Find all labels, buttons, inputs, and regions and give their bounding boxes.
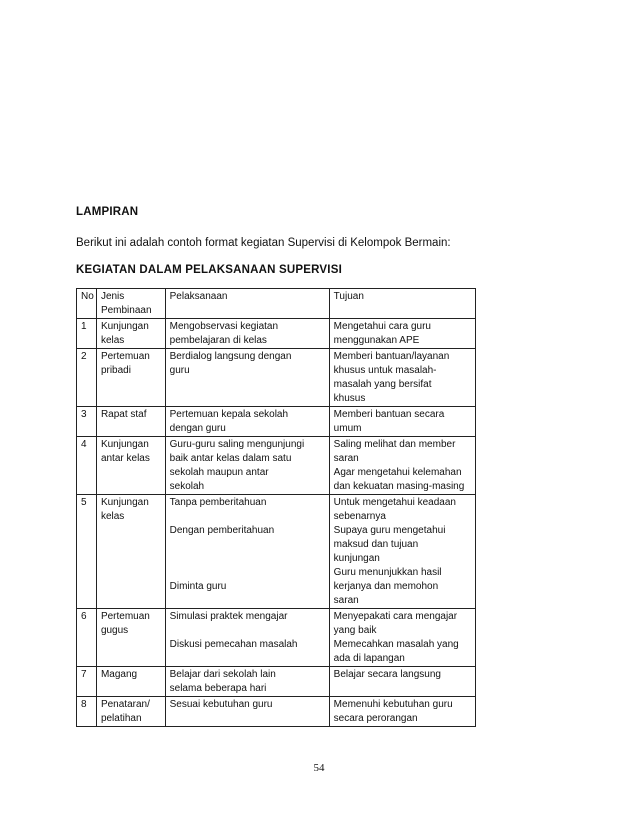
cell-pelaksanaan-line: Diskusi pemecahan masalah <box>169 639 298 650</box>
cell-jenis-line: kelas <box>100 511 125 522</box>
intro-paragraph: Berikut ini adalah contoh format kegiatan Supervisi di Kelompok Bermain: <box>76 237 451 249</box>
cell-pelaksanaan-line: sekolah <box>169 481 205 492</box>
cell-no: 8 <box>77 697 97 727</box>
cell-pelaksanaan-line: Mengobservasi kegiatan <box>169 321 279 332</box>
cell-tujuan <box>329 319 475 349</box>
cell-pelaksanaan-line: baik antar kelas dalam satu <box>169 453 292 464</box>
cell-no: 3 <box>77 407 97 437</box>
table-body <box>77 319 476 727</box>
cell-no: 7 <box>77 667 97 697</box>
cell-tujuan-line: Agar mengetahui kelemahan <box>333 467 462 478</box>
cell-tujuan-line: Memenuhi kebutuhan guru <box>333 699 453 710</box>
cell-tujuan-line: Untuk mengetahui keadaan <box>333 497 456 508</box>
cell-tujuan-line: ada di lapangan <box>333 653 405 664</box>
table-row <box>77 349 476 407</box>
cell-jenis <box>96 609 165 667</box>
cell-tujuan-line: maksud dan tujuan <box>333 539 419 550</box>
header-pelaksanaan: Pelaksanaan <box>165 289 329 319</box>
cell-tujuan-line: saran <box>333 595 359 606</box>
header-jenis-line: Pembinaan <box>100 305 152 316</box>
cell-jenis-line: pelatihan <box>100 713 142 724</box>
cell-pelaksanaan-line: Pertemuan kepala sekolah <box>169 409 289 420</box>
cell-jenis-line: gugus <box>100 625 129 636</box>
cell-jenis-line: Rapat staf <box>100 409 147 420</box>
cell-tujuan-line: kunjungan <box>333 553 380 564</box>
table-row <box>77 667 476 697</box>
cell-jenis-line: Kunjungan <box>100 497 149 508</box>
cell-tujuan <box>329 697 475 727</box>
cell-spacer <box>170 510 325 524</box>
cell-jenis <box>96 437 165 495</box>
header-tujuan: Tujuan <box>329 289 475 319</box>
table-row <box>77 407 476 437</box>
cell-tujuan-line: Menyepakati cara mengajar <box>333 611 458 622</box>
cell-jenis-line: Pertemuan <box>100 351 150 362</box>
cell-pelaksanaan-line: Sesuai kebutuhan guru <box>169 699 273 710</box>
cell-pelaksanaan-line: Guru-guru saling mengunjungi <box>169 439 305 450</box>
cell-pelaksanaan-line: Tanpa pemberitahuan <box>169 497 267 508</box>
cell-jenis-line: Kunjungan <box>100 439 149 450</box>
cell-no: 5 <box>77 495 97 609</box>
table-title: KEGIATAN DALAM PELAKSANAAN SUPERVISI <box>76 264 342 276</box>
cell-spacer <box>170 566 325 580</box>
cell-spacer <box>170 552 325 566</box>
cell-pelaksanaan-line: Simulasi praktek mengajar <box>169 611 288 622</box>
cell-tujuan <box>329 495 475 609</box>
cell-spacer <box>170 624 325 638</box>
cell-tujuan-line: yang baik <box>333 625 377 636</box>
cell-pelaksanaan <box>165 609 329 667</box>
cell-tujuan-line: Mengetahui cara guru <box>333 321 431 332</box>
cell-no: 1 <box>77 319 97 349</box>
cell-jenis-line: Penataran/ <box>100 699 150 710</box>
cell-tujuan-line: Memberi bantuan secara <box>333 409 445 420</box>
cell-pelaksanaan <box>165 407 329 437</box>
cell-jenis-line: Magang <box>100 669 138 680</box>
cell-pelaksanaan-line: Dengan pemberitahuan <box>169 525 275 536</box>
cell-tujuan-line: sebenarnya <box>333 511 386 522</box>
cell-tujuan-line: secara perorangan <box>333 713 418 724</box>
cell-jenis <box>96 319 165 349</box>
cell-tujuan-line: khusus <box>333 393 366 404</box>
cell-pelaksanaan <box>165 667 329 697</box>
cell-jenis-line: pribadi <box>100 365 131 376</box>
table-row <box>77 609 476 667</box>
cell-tujuan-line: Supaya guru mengetahui <box>333 525 446 536</box>
table-row <box>77 697 476 727</box>
cell-tujuan <box>329 349 475 407</box>
table-row <box>77 437 476 495</box>
cell-pelaksanaan <box>165 495 329 609</box>
cell-jenis <box>96 349 165 407</box>
cell-tujuan-line: saran <box>333 453 359 464</box>
cell-tujuan-line: Saling melihat dan member <box>333 439 456 450</box>
cell-pelaksanaan <box>165 697 329 727</box>
cell-tujuan <box>329 407 475 437</box>
cell-tujuan-line: kerjanya dan memohon <box>333 581 439 592</box>
cell-tujuan-line: masalah yang bersifat <box>333 379 432 390</box>
cell-tujuan <box>329 437 475 495</box>
cell-tujuan-line: Memecahkan masalah yang <box>333 639 459 650</box>
cell-pelaksanaan <box>165 319 329 349</box>
cell-jenis <box>96 407 165 437</box>
cell-tujuan <box>329 609 475 667</box>
cell-no: 2 <box>77 349 97 407</box>
cell-pelaksanaan-line: Belajar dari sekolah lain <box>169 669 276 680</box>
cell-tujuan-line: Belajar secara langsung <box>333 669 441 680</box>
section-heading-lampiran: LAMPIRAN <box>76 206 139 218</box>
cell-no: 6 <box>77 609 97 667</box>
cell-pelaksanaan-line: dengan guru <box>169 423 226 434</box>
cell-tujuan-line: umum <box>333 423 362 434</box>
cell-jenis-line: antar kelas <box>100 453 150 464</box>
cell-tujuan-line: Memberi bantuan/layanan <box>333 351 450 362</box>
table-row <box>77 495 476 609</box>
header-jenis-line: Jenis <box>100 291 125 302</box>
cell-jenis <box>96 697 165 727</box>
cell-jenis-line: kelas <box>100 335 125 346</box>
cell-pelaksanaan-line: pembelajaran di kelas <box>169 335 267 346</box>
cell-tujuan-line: menggunakan APE <box>333 335 420 346</box>
cell-jenis <box>96 667 165 697</box>
page-number: 54 <box>313 762 325 774</box>
table-header-row <box>77 289 476 319</box>
cell-jenis <box>96 495 165 609</box>
cell-spacer <box>170 538 325 552</box>
cell-tujuan-line: khusus untuk masalah- <box>333 365 437 376</box>
cell-tujuan <box>329 667 475 697</box>
cell-pelaksanaan-line: selama beberapa hari <box>169 683 267 694</box>
cell-tujuan-line: dan kekuatan masing-masing <box>333 481 465 492</box>
cell-tujuan-line: Guru menunjukkan hasil <box>333 567 442 578</box>
cell-pelaksanaan-line: Berdialog langsung dengan <box>169 351 292 362</box>
supervision-table <box>76 288 476 727</box>
header-jenis <box>96 289 165 319</box>
cell-pelaksanaan-line: guru <box>169 365 190 376</box>
header-no: No <box>77 289 97 319</box>
cell-pelaksanaan <box>165 349 329 407</box>
cell-jenis-line: Kunjungan <box>100 321 149 332</box>
cell-pelaksanaan-line: Diminta guru <box>169 581 227 592</box>
table-row <box>77 319 476 349</box>
cell-pelaksanaan-line: sekolah maupun antar <box>169 467 269 478</box>
cell-jenis-line: Pertemuan <box>100 611 150 622</box>
cell-no: 4 <box>77 437 97 495</box>
cell-pelaksanaan <box>165 437 329 495</box>
